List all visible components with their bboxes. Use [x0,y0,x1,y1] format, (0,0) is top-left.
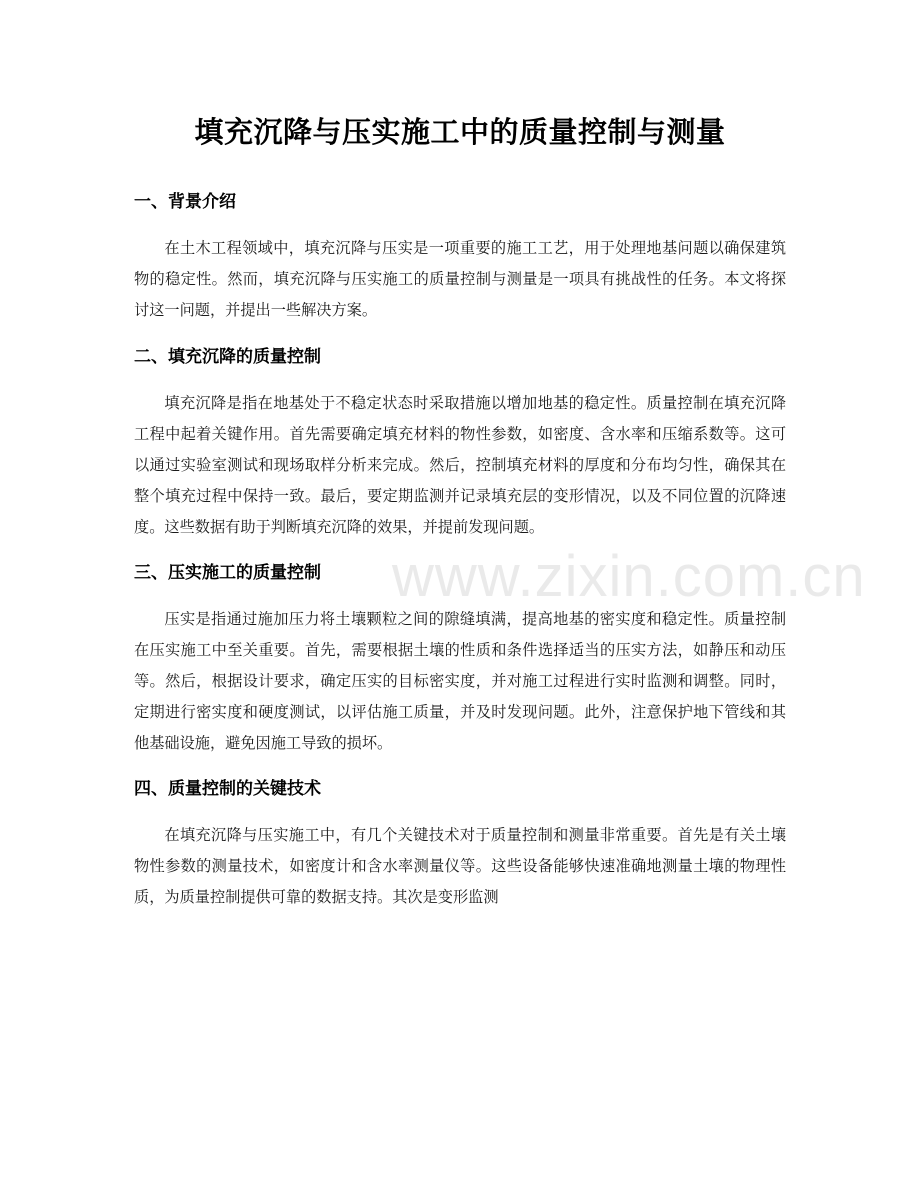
document-title: 填充沉降与压实施工中的质量控制与测量 [194,115,726,149]
section-heading-compaction: 三、压实施工的质量控制 [134,562,321,583]
watermark: www.zixin.com.cn [392,544,866,609]
section-paragraph-fill-settlement: 填充沉降是指在地基处于不稳定状态时采取措施以增加地基的稳定性。质量控制在填充沉降工程中起着关键作用。首先需要确定填充材料的物性参数，如密度、含水率和压缩系数等。这可以通过实验室测试和现场取样分析来完成。然后，控制填充材料的厚度和分布均匀性，确保其在整个填充过程中保持一致。最后，要定期监测并记录填充层的变形情况，以及不同位置的沉降速度。这些数据有助于判断填充沉降的效果，并提前发现问题。 [134,393,786,537]
section-paragraph-compaction: 压实是指通过施加压力将土壤颗粒之间的隙缝填满，提高地基的密实度和稳定性。质量控制在压实施工中至关重要。首先，需要根据土壤的性质和条件选择适当的压实方法，如静压和动压等。然后，根据设计要求，确定压实的目标密实度，并对施工过程进行实时监测和调整。同时，定期进行密实度和硬度测试，以评估施工质量，并及时发现问题。此外，注意保护地下管线和其他基础设施，避免因施工导致的损坏。 [134,609,786,753]
section-heading-fill-settlement: 二、填充沉降的质量控制 [134,346,321,367]
section-paragraph-key-techniques: 在填充沉降与压实施工中，有几个关键技术对于质量控制和测量非常重要。首先是有关土壤物性参数的测量技术，如密度计和含水率测量仪等。这些设备能够快速准确地测量土壤的物理性质，为质量控制提供可靠的数据支持。其次是变形监测 [134,825,786,907]
section-heading-key-techniques: 四、质量控制的关键技术 [134,778,321,799]
section-heading-background: 一、背景介绍 [134,192,236,212]
section-paragraph-background: 在土木工程领域中，填充沉降与压实是一项重要的施工工艺，用于处理地基问题以确保建筑物的稳定性。然而，填充沉降与压实施工的质量控制与测量是一项具有挑战性的任务。本文将探讨这一问题，并提出一些解决方案。 [134,239,786,320]
